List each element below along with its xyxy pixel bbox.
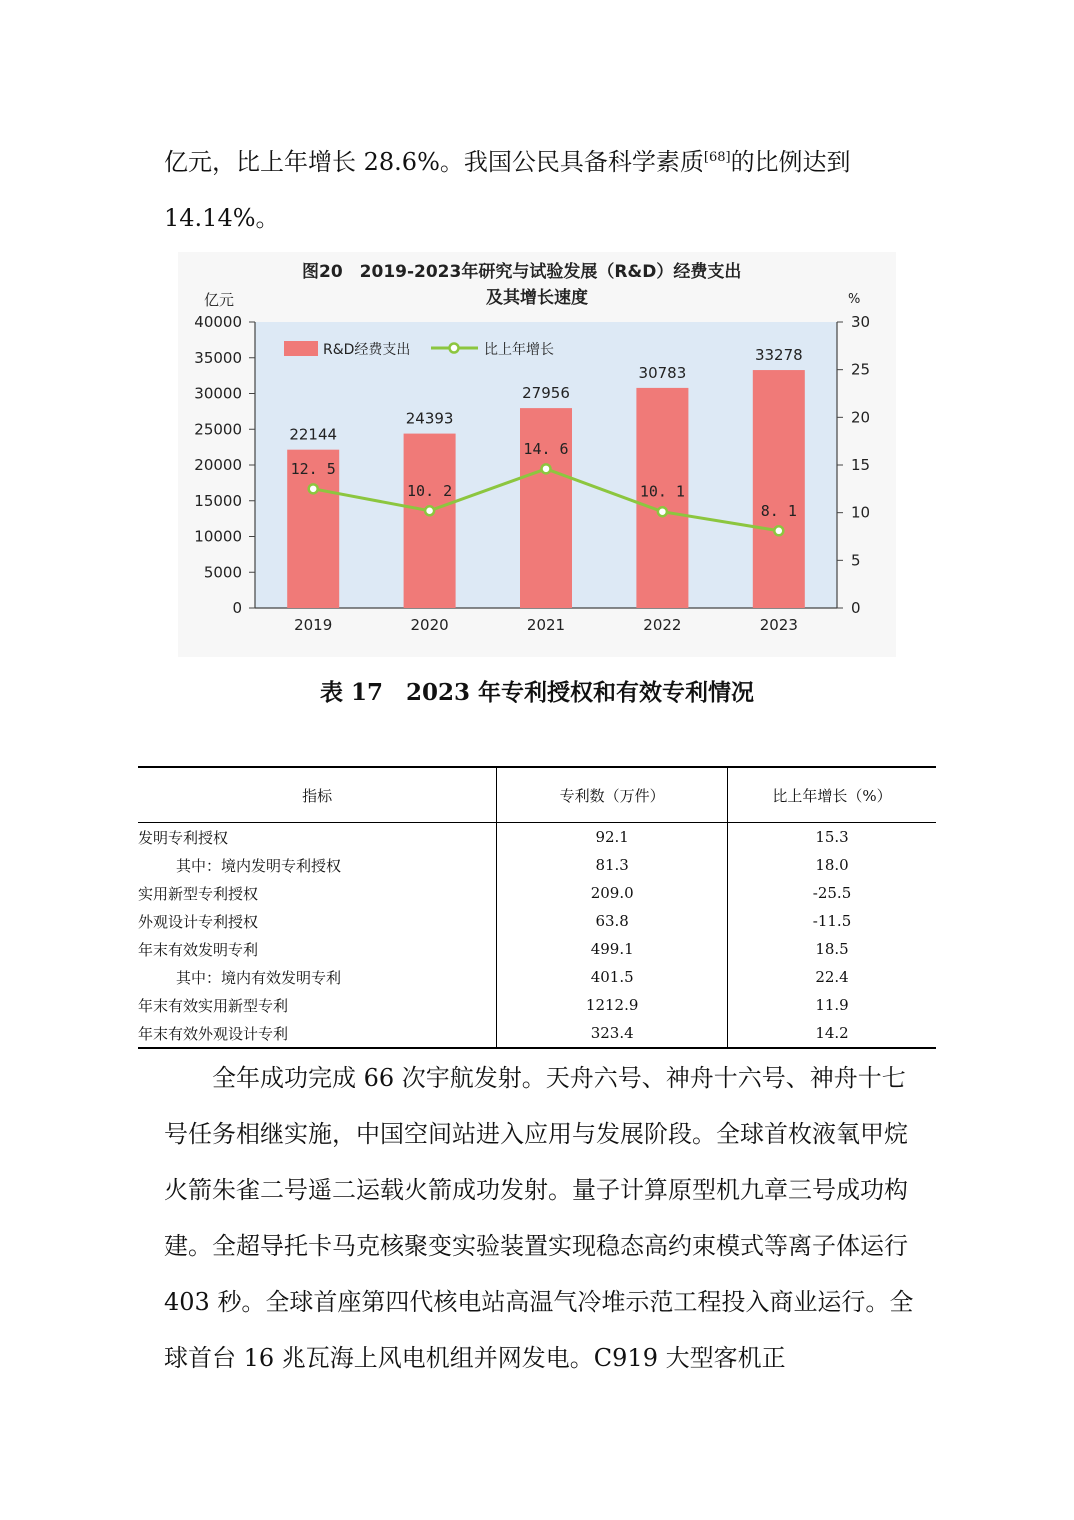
bar (404, 434, 456, 608)
x-tick-label: 2019 (294, 616, 333, 634)
paragraph-text: 亿元，比上年增长 28.6%。我国公民具备科学素质 (164, 148, 704, 176)
header-indicator: 指标 (138, 767, 497, 823)
row-label: 实用新型专利授权 (138, 884, 259, 903)
row-label: 年末有效实用新型专利 (138, 996, 289, 1015)
paragraph-text-cont: 的比例达到 14.14%。 (164, 148, 851, 232)
row-count: 1212.9 (497, 991, 728, 1019)
row-count: 92.1 (497, 823, 728, 852)
y-right-tick-label: 0 (851, 599, 861, 617)
legend-bar-swatch (284, 341, 318, 356)
header-growth: 比上年增长（%） (728, 767, 936, 823)
x-tick-label: 2020 (410, 616, 449, 634)
table-row (138, 935, 936, 963)
row-growth: 18.0 (728, 851, 936, 879)
row-label: 发明专利授权 (138, 828, 229, 847)
table-row (138, 879, 936, 907)
bar-value-label: 33278 (754, 346, 803, 365)
row-label: 其中：境内发明专利授权 (176, 856, 342, 875)
legend-line-label: 比上年增长 (484, 342, 554, 358)
row-count: 63.8 (497, 907, 728, 935)
growth-point (542, 464, 551, 473)
growth-point (658, 507, 667, 516)
chart-subtitle: 及其增长速度 (486, 288, 588, 308)
table-title: 表 17 2023 年专利授权和有效专利情况 (319, 679, 755, 706)
y-right-tick-label: 15 (851, 456, 871, 474)
bar (753, 370, 805, 608)
footnote-ref: [68] (703, 150, 731, 165)
rd-expenditure-chart (178, 252, 896, 657)
growth-point (774, 526, 783, 535)
y-right-tick-label: 20 (851, 408, 871, 427)
y-left-tick-label: 15000 (194, 491, 242, 510)
table-row (138, 823, 936, 852)
chart-title: 图20 2019-2023年研究与试验发展（R&D）经费支出 (302, 262, 742, 282)
y-left-tick-label: 10000 (194, 527, 242, 546)
row-label: 年末有效发明专利 (138, 940, 259, 959)
row-count: 323.4 (497, 1019, 728, 1048)
table-row (138, 991, 936, 1019)
table-row (138, 1019, 936, 1048)
growth-value-label: 12. 5 (290, 459, 336, 478)
paragraph-rd-summary (164, 130, 914, 246)
y-left-unit: 亿元 (204, 291, 235, 309)
patent-table (138, 766, 936, 1049)
table-row (138, 963, 936, 991)
y-right-tick-label: 30 (851, 313, 871, 331)
row-count: 499.1 (497, 935, 728, 963)
legend-line-marker (450, 344, 459, 353)
chart-canvas (178, 252, 896, 657)
y-left-tick-label: 35000 (194, 348, 242, 367)
y-left-tick-label: 20000 (194, 456, 242, 474)
row-label: 年末有效外观设计专利 (138, 1024, 289, 1043)
y-left-tick-label: 40000 (194, 313, 242, 331)
growth-point (309, 484, 318, 493)
paragraph-space-achievements: 全年成功完成 66 次宇航发射。天舟六号、神舟十六号、神舟十七号任务相继实施，中国空间站进入应用与发展阶段。全球首枚液氧甲烷火箭朱雀二号遥二运载火箭成功发射。量子计算原型机九章三号成功构建。全超导托卡马克核聚变实验装置实现稳态高约束模式等离子体运行 403 秒。全球首座第四代核电站高温气冷堆示范工程投入商业运行。全球首台 16 兆瓦海上风电机组并网发电。C919 大型客机正 (164, 1064, 914, 1372)
table-row (138, 907, 936, 935)
table-header-row (138, 767, 936, 823)
x-tick-label: 2023 (759, 616, 798, 634)
legend-bar-label: R&D经费支出 (323, 342, 411, 358)
growth-value-label: 10. 2 (407, 481, 453, 500)
row-growth: 11.9 (728, 991, 936, 1019)
row-growth: -11.5 (728, 907, 936, 935)
bar (520, 408, 572, 608)
y-right-unit: % (848, 292, 861, 307)
row-label: 外观设计专利授权 (138, 912, 259, 931)
bar-value-label: 27956 (522, 384, 570, 403)
row-growth: 15.3 (728, 823, 936, 852)
y-left-tick-label: 25000 (194, 420, 242, 439)
row-growth: 22.4 (728, 963, 936, 991)
row-label: 其中：境内有效发明专利 (176, 968, 342, 987)
y-right-tick-label: 25 (851, 360, 871, 379)
growth-point (425, 506, 434, 515)
table-row (138, 851, 936, 879)
x-tick-label: 2021 (526, 616, 566, 634)
row-growth: 14.2 (728, 1019, 936, 1048)
bar-value-label: 24393 (405, 409, 454, 428)
row-growth: -25.5 (728, 879, 936, 907)
growth-value-label: 14. 6 (523, 439, 569, 458)
y-left-tick-label: 5000 (203, 563, 242, 582)
y-left-tick-label: 0 (232, 599, 242, 617)
growth-value-label: 10. 1 (639, 482, 685, 501)
growth-value-label: 8. 1 (760, 501, 797, 520)
row-growth: 18.5 (728, 935, 936, 963)
y-right-tick-label: 5 (851, 551, 861, 570)
y-left-tick-label: 30000 (194, 384, 242, 403)
row-count: 81.3 (497, 851, 728, 879)
bar-value-label: 22144 (289, 425, 338, 444)
header-count: 专利数（万件） (497, 767, 728, 823)
bar-value-label: 30783 (638, 363, 687, 382)
y-right-tick-label: 10 (851, 503, 871, 522)
row-count: 209.0 (497, 879, 728, 907)
x-tick-label: 2022 (643, 616, 682, 634)
row-count: 401.5 (497, 963, 728, 991)
